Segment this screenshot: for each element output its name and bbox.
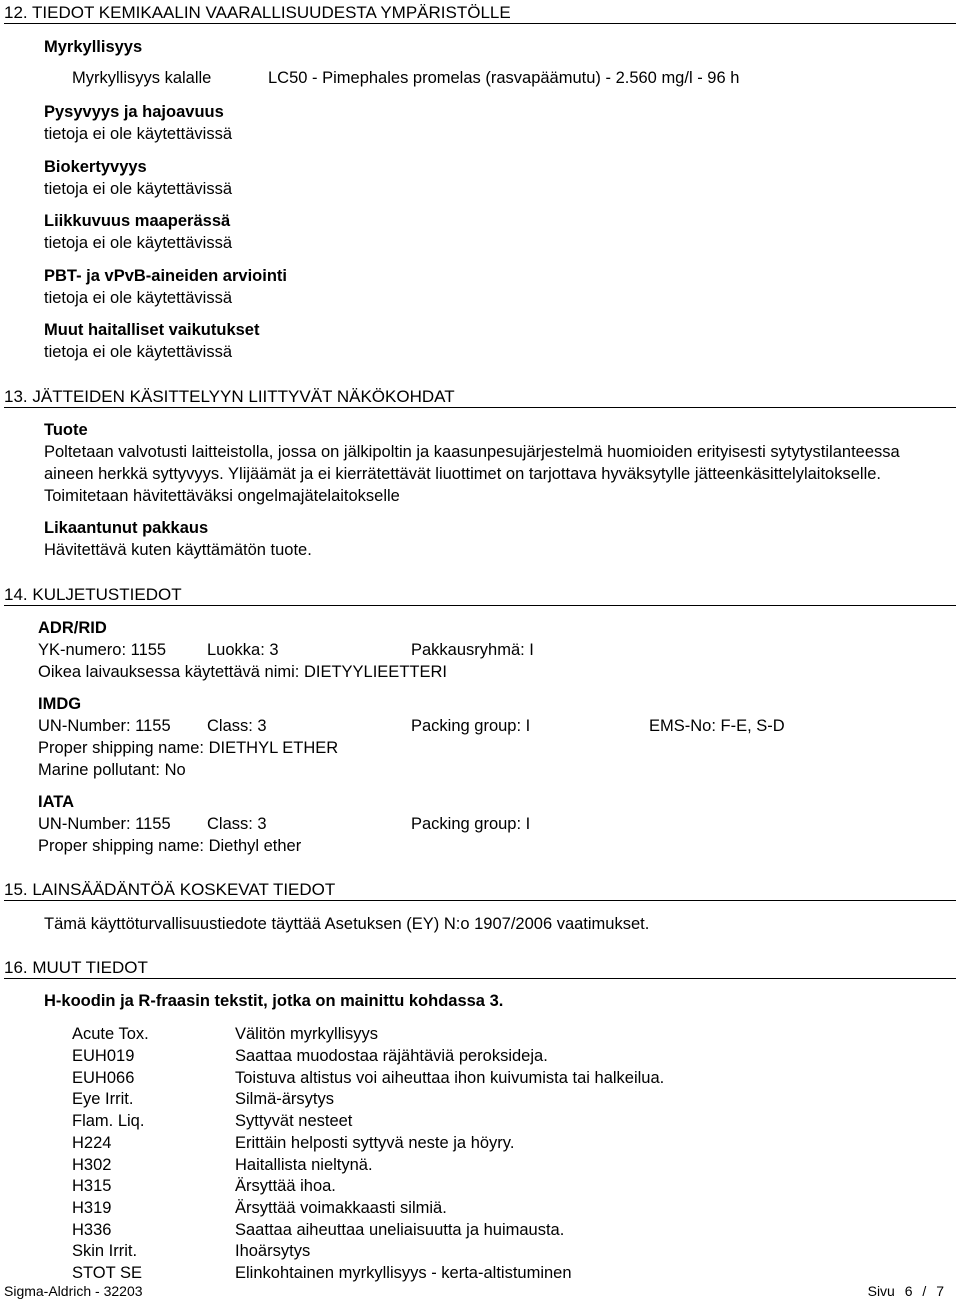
code-description: Saattaa muodostaa räjähtäviä peroksideja. <box>235 1047 548 1065</box>
page-label: Sivu <box>867 1283 895 1299</box>
product-disposal-text: Poltetaan valvotusti laitteistolla, jossa on jälkipoltin ja kaasunpesujärjestelmä huomioiden erityisesti sytytystilanteessa aineen herkkä syttyvyys. Ylijäämät ja ei kierrätettävät liuottimet on tarjottava hyväksytylle jätteenkäsittelylaitokselle. Toimitetaan hävitettäväksi ongelmajätelaitokselle <box>44 443 900 505</box>
code-description: Ärsyttää ihoa. <box>235 1177 336 1195</box>
other-effects-heading: Muut haitalliset vaikutukset <box>44 321 260 339</box>
code-label: Eye Irrit. <box>72 1090 134 1108</box>
imdg-un-number: UN-Number: 1155 <box>38 717 171 735</box>
code-label: EUH066 <box>72 1069 135 1087</box>
code-label: STOT SE <box>72 1264 142 1282</box>
section-15-header <box>4 880 956 900</box>
adr-shipping-name: Oikea laivauksessa käytettävä nimi: DIETYYLIEETTERI <box>38 663 447 681</box>
iata-shipping-name: Proper shipping name: Diethyl ether <box>38 837 302 855</box>
code-description: Ihoärsytys <box>235 1242 311 1260</box>
code-description: Erittäin helposti syttyvä neste ja höyry. <box>235 1134 515 1152</box>
imdg-marine-pollutant: Marine pollutant: No <box>38 761 186 779</box>
section-13-header <box>4 387 956 407</box>
code-label: H315 <box>72 1177 112 1195</box>
other-effects-text: tietoja ei ole käytettävissä <box>44 343 233 361</box>
iata-heading: IATA <box>38 793 75 811</box>
fish-toxicity-value: LC50 - Pimephales promelas (rasvapäämutu) - 2.560 mg/l - 96 h <box>268 69 740 87</box>
h-codes-heading: H-koodin ja R-fraasin tekstit, jotka on mainittu kohdassa 3. <box>44 992 504 1010</box>
section-14-title: 14. KULJETUSTIEDOT <box>4 585 182 604</box>
code-label: EUH019 <box>72 1047 135 1065</box>
code-description: Välitön myrkyllisyys <box>235 1025 379 1043</box>
code-description: Haitallista nieltynä. <box>235 1156 373 1174</box>
section-13-title: 13. JÄTTEIDEN KÄSITTELYYN LIITTYVÄT NÄKÖKOHDAT <box>4 387 455 406</box>
adr-heading: ADR/RID <box>38 619 107 637</box>
code-description: Syttyvät nesteet <box>235 1112 353 1130</box>
section-15-title: 15. LAINSÄÄDÄNTÖÄ KOSKEVAT TIEDOT <box>4 880 336 899</box>
bioaccumulation-text: tietoja ei ole käytettävissä <box>44 180 233 198</box>
fish-toxicity-label: Myrkyllisyys kalalle <box>72 69 212 87</box>
packaging-heading: Likaantunut pakkaus <box>44 519 209 537</box>
iata-packing-group: Packing group: I <box>411 815 531 833</box>
persistence-text: tietoja ei ole käytettävissä <box>44 125 233 143</box>
imdg-heading: IMDG <box>38 695 82 713</box>
pbt-heading: PBT- ja vPvB-aineiden arviointi <box>44 267 287 285</box>
section-16-title: 16. MUUT TIEDOT <box>4 958 148 977</box>
mobility-text: tietoja ei ole käytettävissä <box>44 234 233 252</box>
imdg-class: Class: 3 <box>207 717 267 735</box>
code-label: H319 <box>72 1199 112 1217</box>
section-16-header <box>4 958 956 978</box>
code-description: Toistuva altistus voi aiheuttaa ihon kuivumista tai halkeilua. <box>235 1069 665 1087</box>
code-label: Acute Tox. <box>72 1025 149 1043</box>
code-description: Saattaa aiheuttaa uneliaisuutta ja huimausta. <box>235 1221 565 1239</box>
adr-un-number: YK-numero: 1155 <box>38 641 167 659</box>
section-12-header <box>4 3 956 23</box>
product-heading: Tuote <box>44 421 88 439</box>
code-description: Silmä-ärsytys <box>235 1090 335 1108</box>
code-description: Ärsyttää voimakkaasti silmiä. <box>235 1199 447 1217</box>
footer-document-id: Sigma-Aldrich - 32203 <box>4 1283 143 1299</box>
code-label: H224 <box>72 1134 112 1152</box>
imdg-shipping-name: Proper shipping name: DIETHYL ETHER <box>38 739 339 757</box>
regulatory-text: Tämä käyttöturvallisuustiedote täyttää Asetuksen (EY) N:o 1907/2006 vaatimukset. <box>44 915 650 933</box>
page-current: 6 <box>904 1283 913 1299</box>
section-12-title: 12. TIEDOT KEMIKAALIN VAARALLISUUDESTA YMPÄRISTÖLLE <box>4 3 511 22</box>
code-label: H336 <box>72 1221 112 1239</box>
code-description: Elinkohtainen myrkyllisyys - kerta-altistuminen <box>235 1264 572 1282</box>
adr-packing-group: Pakkausryhmä: I <box>411 641 534 659</box>
code-label: Flam. Liq. <box>72 1112 145 1130</box>
imdg-ems-number: EMS-No: F-E, S-D <box>649 717 785 735</box>
mobility-heading: Liikkuvuus maaperässä <box>44 212 231 230</box>
imdg-packing-group: Packing group: I <box>411 717 531 735</box>
code-label: Skin Irrit. <box>72 1242 138 1260</box>
packaging-text: Hävitettävä kuten käyttämätön tuote. <box>44 541 312 559</box>
bioaccumulation-heading: Biokertyvyys <box>44 158 147 176</box>
section-14-header <box>4 585 956 605</box>
adr-class: Luokka: 3 <box>207 641 279 659</box>
toxicity-heading: Myrkyllisyys <box>44 38 143 56</box>
code-label: H302 <box>72 1156 112 1174</box>
iata-class: Class: 3 <box>207 815 267 833</box>
pbt-text: tietoja ei ole käytettävissä <box>44 289 233 307</box>
footer-page-number <box>868 1282 944 1300</box>
iata-un-number: UN-Number: 1155 <box>38 815 171 833</box>
page-total: 7 <box>936 1283 944 1299</box>
persistence-heading: Pysyvyys ja hajoavuus <box>44 103 224 121</box>
page-separator: / <box>922 1283 927 1299</box>
